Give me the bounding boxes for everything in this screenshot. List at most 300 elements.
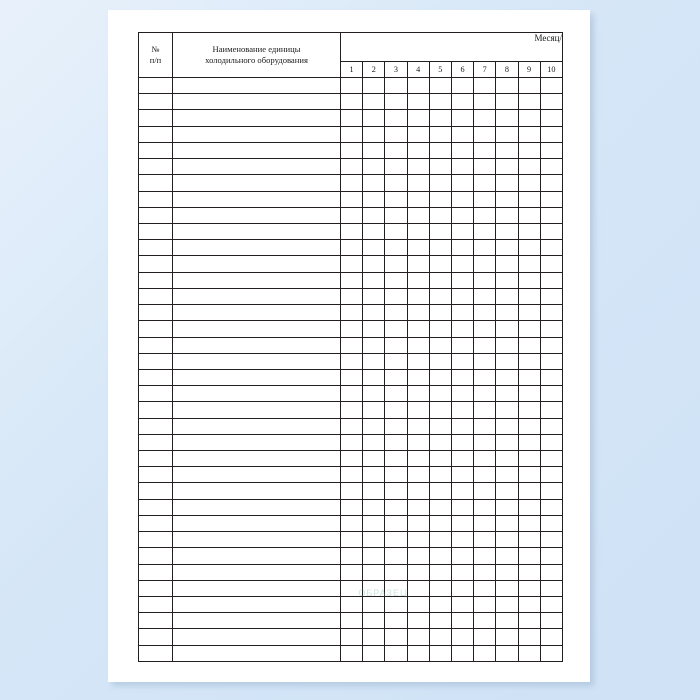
- table-row[interactable]: [139, 353, 563, 369]
- equipment-name-cell[interactable]: [173, 369, 341, 385]
- day-cell[interactable]: [363, 142, 385, 158]
- row-number-cell[interactable]: [139, 499, 173, 515]
- day-cell[interactable]: [341, 515, 363, 531]
- day-cell[interactable]: [496, 272, 518, 288]
- day-cell[interactable]: [496, 126, 518, 142]
- row-number-cell[interactable]: [139, 597, 173, 613]
- day-cell[interactable]: [496, 564, 518, 580]
- day-cell[interactable]: [385, 142, 407, 158]
- equipment-name-cell[interactable]: [173, 305, 341, 321]
- row-number-cell[interactable]: [139, 142, 173, 158]
- day-cell[interactable]: [363, 434, 385, 450]
- day-cell[interactable]: [518, 548, 540, 564]
- row-number-cell[interactable]: [139, 337, 173, 353]
- table-row[interactable]: [139, 597, 563, 613]
- day-cell[interactable]: [407, 515, 429, 531]
- table-row[interactable]: [139, 175, 563, 191]
- day-cell[interactable]: [363, 515, 385, 531]
- day-cell[interactable]: [496, 580, 518, 596]
- day-cell[interactable]: [540, 629, 562, 645]
- table-row[interactable]: [139, 629, 563, 645]
- day-cell[interactable]: [407, 580, 429, 596]
- equipment-name-cell[interactable]: [173, 110, 341, 126]
- day-cell[interactable]: [407, 451, 429, 467]
- day-cell[interactable]: [496, 386, 518, 402]
- day-cell[interactable]: [341, 434, 363, 450]
- day-cell[interactable]: [363, 580, 385, 596]
- equipment-name-cell[interactable]: [173, 272, 341, 288]
- day-cell[interactable]: [474, 548, 496, 564]
- day-cell[interactable]: [385, 126, 407, 142]
- day-cell[interactable]: [518, 207, 540, 223]
- table-row[interactable]: [139, 110, 563, 126]
- day-cell[interactable]: [451, 78, 473, 94]
- day-cell[interactable]: [474, 110, 496, 126]
- day-cell[interactable]: [429, 110, 451, 126]
- day-cell[interactable]: [496, 337, 518, 353]
- day-cell[interactable]: [540, 499, 562, 515]
- equipment-name-cell[interactable]: [173, 288, 341, 304]
- day-cell[interactable]: [341, 483, 363, 499]
- equipment-name-cell[interactable]: [173, 175, 341, 191]
- day-cell[interactable]: [474, 645, 496, 661]
- day-cell[interactable]: [363, 467, 385, 483]
- day-cell[interactable]: [385, 256, 407, 272]
- table-row[interactable]: [139, 515, 563, 531]
- day-cell[interactable]: [341, 597, 363, 613]
- day-cell[interactable]: [451, 337, 473, 353]
- day-cell[interactable]: [341, 418, 363, 434]
- day-cell[interactable]: [518, 223, 540, 239]
- table-row[interactable]: [139, 532, 563, 548]
- table-row[interactable]: [139, 126, 563, 142]
- table-row[interactable]: [139, 613, 563, 629]
- row-number-cell[interactable]: [139, 353, 173, 369]
- day-cell[interactable]: [407, 483, 429, 499]
- day-cell[interactable]: [451, 467, 473, 483]
- day-cell[interactable]: [341, 94, 363, 110]
- equipment-name-cell[interactable]: [173, 191, 341, 207]
- day-cell[interactable]: [341, 223, 363, 239]
- day-cell[interactable]: [540, 386, 562, 402]
- day-cell[interactable]: [429, 499, 451, 515]
- day-cell[interactable]: [540, 402, 562, 418]
- day-cell[interactable]: [540, 207, 562, 223]
- day-cell[interactable]: [407, 256, 429, 272]
- day-cell[interactable]: [429, 256, 451, 272]
- equipment-name-cell[interactable]: [173, 386, 341, 402]
- day-cell[interactable]: [429, 402, 451, 418]
- day-cell[interactable]: [341, 110, 363, 126]
- day-cell[interactable]: [451, 597, 473, 613]
- day-cell[interactable]: [407, 126, 429, 142]
- day-cell[interactable]: [341, 499, 363, 515]
- equipment-name-cell[interactable]: [173, 580, 341, 596]
- day-cell[interactable]: [540, 467, 562, 483]
- row-number-cell[interactable]: [139, 110, 173, 126]
- day-cell[interactable]: [385, 272, 407, 288]
- day-cell[interactable]: [363, 223, 385, 239]
- day-cell[interactable]: [518, 580, 540, 596]
- day-cell[interactable]: [518, 337, 540, 353]
- day-cell[interactable]: [518, 110, 540, 126]
- day-cell[interactable]: [496, 175, 518, 191]
- day-cell[interactable]: [540, 272, 562, 288]
- day-cell[interactable]: [385, 321, 407, 337]
- day-cell[interactable]: [540, 94, 562, 110]
- day-cell[interactable]: [496, 207, 518, 223]
- day-cell[interactable]: [363, 159, 385, 175]
- day-cell[interactable]: [518, 159, 540, 175]
- day-cell[interactable]: [496, 321, 518, 337]
- day-cell[interactable]: [540, 191, 562, 207]
- day-cell[interactable]: [363, 78, 385, 94]
- equipment-name-cell[interactable]: [173, 207, 341, 223]
- day-cell[interactable]: [540, 597, 562, 613]
- day-cell[interactable]: [496, 142, 518, 158]
- equipment-name-cell[interactable]: [173, 402, 341, 418]
- day-cell[interactable]: [474, 240, 496, 256]
- day-cell[interactable]: [451, 321, 473, 337]
- table-row[interactable]: [139, 272, 563, 288]
- day-cell[interactable]: [474, 175, 496, 191]
- day-cell[interactable]: [518, 386, 540, 402]
- day-cell[interactable]: [451, 613, 473, 629]
- equipment-name-cell[interactable]: [173, 126, 341, 142]
- day-cell[interactable]: [518, 175, 540, 191]
- day-cell[interactable]: [496, 548, 518, 564]
- day-cell[interactable]: [474, 288, 496, 304]
- day-cell[interactable]: [540, 159, 562, 175]
- day-cell[interactable]: [429, 240, 451, 256]
- day-cell[interactable]: [474, 597, 496, 613]
- day-cell[interactable]: [518, 321, 540, 337]
- equipment-name-cell[interactable]: [173, 515, 341, 531]
- day-cell[interactable]: [407, 564, 429, 580]
- day-cell[interactable]: [540, 645, 562, 661]
- day-cell[interactable]: [518, 240, 540, 256]
- day-cell[interactable]: [474, 532, 496, 548]
- day-cell[interactable]: [474, 256, 496, 272]
- day-cell[interactable]: [474, 515, 496, 531]
- day-cell[interactable]: [474, 434, 496, 450]
- row-number-cell[interactable]: [139, 629, 173, 645]
- day-cell[interactable]: [451, 645, 473, 661]
- day-cell[interactable]: [363, 272, 385, 288]
- day-cell[interactable]: [429, 597, 451, 613]
- day-cell[interactable]: [518, 418, 540, 434]
- day-cell[interactable]: [385, 175, 407, 191]
- day-cell[interactable]: [451, 175, 473, 191]
- day-cell[interactable]: [496, 78, 518, 94]
- day-cell[interactable]: [407, 597, 429, 613]
- day-cell[interactable]: [407, 645, 429, 661]
- day-cell[interactable]: [496, 110, 518, 126]
- day-cell[interactable]: [518, 629, 540, 645]
- day-cell[interactable]: [518, 613, 540, 629]
- day-cell[interactable]: [407, 532, 429, 548]
- row-number-cell[interactable]: [139, 207, 173, 223]
- day-cell[interactable]: [429, 564, 451, 580]
- day-cell[interactable]: [429, 418, 451, 434]
- equipment-name-cell[interactable]: [173, 564, 341, 580]
- day-cell[interactable]: [363, 564, 385, 580]
- equipment-name-cell[interactable]: [173, 467, 341, 483]
- day-cell[interactable]: [429, 159, 451, 175]
- day-cell[interactable]: [451, 483, 473, 499]
- day-cell[interactable]: [385, 353, 407, 369]
- day-cell[interactable]: [363, 386, 385, 402]
- day-cell[interactable]: [429, 175, 451, 191]
- day-cell[interactable]: [363, 402, 385, 418]
- day-cell[interactable]: [429, 515, 451, 531]
- day-cell[interactable]: [474, 629, 496, 645]
- day-cell[interactable]: [429, 645, 451, 661]
- day-cell[interactable]: [540, 515, 562, 531]
- day-cell[interactable]: [407, 272, 429, 288]
- day-cell[interactable]: [363, 532, 385, 548]
- day-cell[interactable]: [385, 386, 407, 402]
- day-cell[interactable]: [429, 207, 451, 223]
- day-cell[interactable]: [540, 142, 562, 158]
- day-cell[interactable]: [451, 451, 473, 467]
- day-cell[interactable]: [363, 207, 385, 223]
- equipment-name-cell[interactable]: [173, 321, 341, 337]
- day-cell[interactable]: [341, 629, 363, 645]
- day-cell[interactable]: [341, 78, 363, 94]
- table-row[interactable]: [139, 288, 563, 304]
- day-cell[interactable]: [385, 467, 407, 483]
- day-cell[interactable]: [496, 499, 518, 515]
- day-cell[interactable]: [385, 597, 407, 613]
- day-cell[interactable]: [363, 240, 385, 256]
- day-cell[interactable]: [385, 240, 407, 256]
- day-cell[interactable]: [341, 288, 363, 304]
- row-number-cell[interactable]: [139, 515, 173, 531]
- day-cell[interactable]: [385, 402, 407, 418]
- equipment-name-cell[interactable]: [173, 223, 341, 239]
- day-cell[interactable]: [451, 434, 473, 450]
- row-number-cell[interactable]: [139, 159, 173, 175]
- table-row[interactable]: [139, 223, 563, 239]
- day-cell[interactable]: [518, 467, 540, 483]
- day-cell[interactable]: [540, 434, 562, 450]
- day-cell[interactable]: [451, 548, 473, 564]
- row-number-cell[interactable]: [139, 418, 173, 434]
- day-cell[interactable]: [496, 240, 518, 256]
- day-cell[interactable]: [407, 94, 429, 110]
- day-cell[interactable]: [540, 483, 562, 499]
- day-cell[interactable]: [429, 467, 451, 483]
- day-cell[interactable]: [496, 256, 518, 272]
- day-cell[interactable]: [429, 191, 451, 207]
- day-cell[interactable]: [429, 272, 451, 288]
- table-row[interactable]: [139, 467, 563, 483]
- day-cell[interactable]: [451, 272, 473, 288]
- equipment-name-cell[interactable]: [173, 142, 341, 158]
- day-cell[interactable]: [451, 418, 473, 434]
- day-cell[interactable]: [363, 483, 385, 499]
- row-number-cell[interactable]: [139, 645, 173, 661]
- day-cell[interactable]: [407, 159, 429, 175]
- day-cell[interactable]: [518, 78, 540, 94]
- day-cell[interactable]: [429, 321, 451, 337]
- day-cell[interactable]: [407, 207, 429, 223]
- day-cell[interactable]: [451, 126, 473, 142]
- day-cell[interactable]: [385, 305, 407, 321]
- row-number-cell[interactable]: [139, 78, 173, 94]
- table-row[interactable]: [139, 402, 563, 418]
- day-cell[interactable]: [363, 645, 385, 661]
- day-cell[interactable]: [518, 272, 540, 288]
- day-cell[interactable]: [407, 305, 429, 321]
- day-cell[interactable]: [518, 94, 540, 110]
- row-number-cell[interactable]: [139, 175, 173, 191]
- day-cell[interactable]: [540, 321, 562, 337]
- day-cell[interactable]: [341, 207, 363, 223]
- equipment-name-cell[interactable]: [173, 78, 341, 94]
- equipment-name-cell[interactable]: [173, 613, 341, 629]
- day-cell[interactable]: [496, 597, 518, 613]
- equipment-name-cell[interactable]: [173, 159, 341, 175]
- day-cell[interactable]: [496, 223, 518, 239]
- row-number-cell[interactable]: [139, 580, 173, 596]
- day-cell[interactable]: [407, 337, 429, 353]
- day-cell[interactable]: [407, 467, 429, 483]
- day-cell[interactable]: [518, 597, 540, 613]
- table-row[interactable]: [139, 142, 563, 158]
- equipment-name-cell[interactable]: [173, 240, 341, 256]
- day-cell[interactable]: [363, 305, 385, 321]
- equipment-name-cell[interactable]: [173, 418, 341, 434]
- day-cell[interactable]: [474, 467, 496, 483]
- day-cell[interactable]: [540, 223, 562, 239]
- day-cell[interactable]: [474, 613, 496, 629]
- day-cell[interactable]: [385, 337, 407, 353]
- day-cell[interactable]: [385, 645, 407, 661]
- day-cell[interactable]: [363, 613, 385, 629]
- day-cell[interactable]: [518, 645, 540, 661]
- table-row[interactable]: [139, 240, 563, 256]
- row-number-cell[interactable]: [139, 434, 173, 450]
- day-cell[interactable]: [451, 402, 473, 418]
- day-cell[interactable]: [518, 483, 540, 499]
- day-cell[interactable]: [341, 142, 363, 158]
- day-cell[interactable]: [363, 597, 385, 613]
- day-cell[interactable]: [341, 402, 363, 418]
- day-cell[interactable]: [540, 548, 562, 564]
- day-cell[interactable]: [363, 175, 385, 191]
- day-cell[interactable]: [496, 483, 518, 499]
- day-cell[interactable]: [518, 499, 540, 515]
- day-cell[interactable]: [540, 564, 562, 580]
- day-cell[interactable]: [496, 629, 518, 645]
- day-cell[interactable]: [363, 548, 385, 564]
- day-cell[interactable]: [496, 94, 518, 110]
- day-cell[interactable]: [407, 418, 429, 434]
- day-cell[interactable]: [496, 645, 518, 661]
- day-cell[interactable]: [496, 402, 518, 418]
- day-cell[interactable]: [474, 564, 496, 580]
- equipment-name-cell[interactable]: [173, 451, 341, 467]
- day-cell[interactable]: [363, 110, 385, 126]
- day-cell[interactable]: [385, 94, 407, 110]
- day-cell[interactable]: [385, 369, 407, 385]
- day-cell[interactable]: [474, 418, 496, 434]
- day-cell[interactable]: [496, 369, 518, 385]
- day-cell[interactable]: [429, 94, 451, 110]
- day-cell[interactable]: [451, 142, 473, 158]
- table-row[interactable]: [139, 564, 563, 580]
- day-cell[interactable]: [496, 532, 518, 548]
- day-cell[interactable]: [363, 321, 385, 337]
- day-cell[interactable]: [540, 110, 562, 126]
- day-cell[interactable]: [451, 110, 473, 126]
- day-cell[interactable]: [540, 305, 562, 321]
- day-cell[interactable]: [385, 191, 407, 207]
- day-cell[interactable]: [496, 613, 518, 629]
- day-cell[interactable]: [429, 223, 451, 239]
- day-cell[interactable]: [341, 613, 363, 629]
- day-cell[interactable]: [407, 548, 429, 564]
- row-number-cell[interactable]: [139, 191, 173, 207]
- day-cell[interactable]: [518, 305, 540, 321]
- row-number-cell[interactable]: [139, 402, 173, 418]
- day-cell[interactable]: [407, 434, 429, 450]
- row-number-cell[interactable]: [139, 256, 173, 272]
- day-cell[interactable]: [341, 126, 363, 142]
- day-cell[interactable]: [407, 288, 429, 304]
- day-cell[interactable]: [363, 337, 385, 353]
- day-cell[interactable]: [474, 386, 496, 402]
- table-row[interactable]: [139, 321, 563, 337]
- table-row[interactable]: [139, 191, 563, 207]
- table-row[interactable]: [139, 369, 563, 385]
- day-cell[interactable]: [474, 305, 496, 321]
- day-cell[interactable]: [474, 337, 496, 353]
- row-number-cell[interactable]: [139, 532, 173, 548]
- equipment-name-cell[interactable]: [173, 532, 341, 548]
- equipment-name-cell[interactable]: [173, 645, 341, 661]
- day-cell[interactable]: [429, 548, 451, 564]
- day-cell[interactable]: [451, 353, 473, 369]
- day-cell[interactable]: [496, 288, 518, 304]
- day-cell[interactable]: [518, 369, 540, 385]
- day-cell[interactable]: [518, 353, 540, 369]
- day-cell[interactable]: [407, 321, 429, 337]
- day-cell[interactable]: [496, 434, 518, 450]
- day-cell[interactable]: [341, 305, 363, 321]
- day-cell[interactable]: [363, 629, 385, 645]
- day-cell[interactable]: [451, 207, 473, 223]
- day-cell[interactable]: [518, 532, 540, 548]
- day-cell[interactable]: [429, 126, 451, 142]
- day-cell[interactable]: [474, 78, 496, 94]
- table-row[interactable]: [139, 159, 563, 175]
- table-row[interactable]: [139, 418, 563, 434]
- row-number-cell[interactable]: [139, 94, 173, 110]
- day-cell[interactable]: [341, 580, 363, 596]
- equipment-name-cell[interactable]: [173, 434, 341, 450]
- table-row[interactable]: [139, 305, 563, 321]
- row-number-cell[interactable]: [139, 321, 173, 337]
- day-cell[interactable]: [363, 418, 385, 434]
- day-cell[interactable]: [385, 110, 407, 126]
- day-cell[interactable]: [385, 159, 407, 175]
- table-row[interactable]: [139, 434, 563, 450]
- day-cell[interactable]: [407, 629, 429, 645]
- equipment-name-cell[interactable]: [173, 256, 341, 272]
